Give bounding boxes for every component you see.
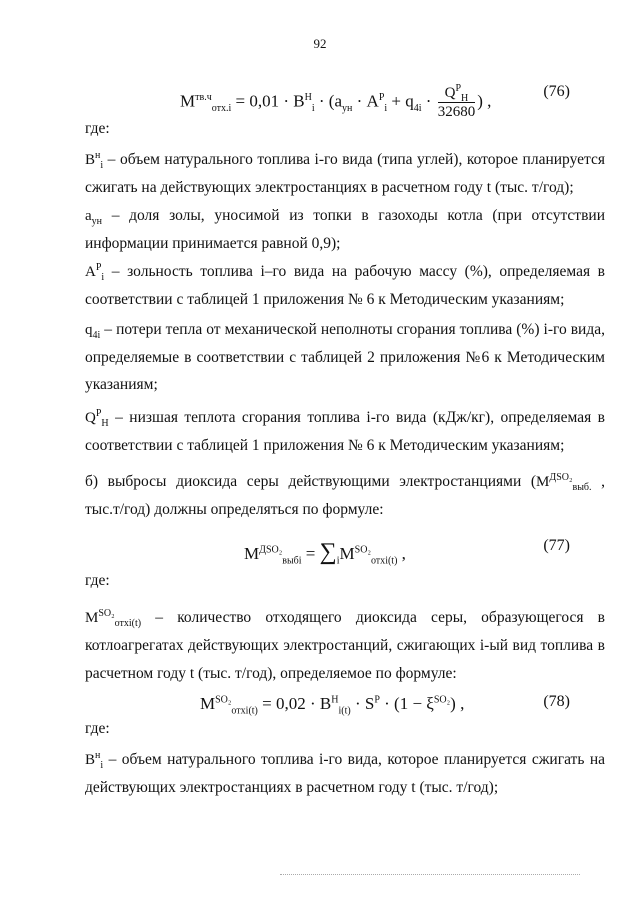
sup: H: [304, 91, 312, 103]
paren-open: · (a: [314, 91, 343, 111]
definition-q4: [85, 316, 605, 398]
intro-text: б) выбросы диоксида серы действующими электростанциями (: [85, 473, 537, 490]
sub: выб: [282, 555, 299, 567]
sup: SO₂: [433, 694, 451, 706]
definition-a-p: [85, 258, 605, 313]
equals: =: [301, 544, 320, 563]
where-label-1: где:: [85, 120, 110, 137]
sub: выб.: [572, 482, 592, 494]
formula-76-expression: [180, 84, 491, 121]
sum-index: i: [336, 555, 340, 567]
sub: отх.i: [211, 102, 232, 114]
sub: i: [385, 555, 388, 567]
symbol: Q: [85, 410, 96, 426]
formula-78-expression: [200, 694, 465, 717]
sum-sign: ∑: [319, 539, 337, 565]
definition-b-2: [85, 746, 605, 801]
sub: (t): [131, 618, 142, 630]
sub: H: [461, 93, 469, 104]
sub: ун: [91, 216, 103, 228]
sub: i: [245, 705, 249, 717]
sup: SO₂: [354, 544, 371, 556]
sup: P: [95, 261, 102, 273]
formula-76: [0, 72, 640, 122]
sup: SO₂: [215, 694, 232, 706]
sup: SO₂: [98, 607, 115, 619]
equation-number-77: (77): [543, 537, 570, 554]
symbol: M: [536, 474, 550, 490]
definition-m-so2: [85, 604, 605, 688]
where-label-2: где:: [85, 572, 110, 589]
paren-close: ) ,: [477, 91, 492, 111]
sub: i: [101, 272, 105, 284]
sub: i: [384, 102, 388, 114]
close: ) ,: [450, 694, 465, 713]
paren: · (1 − ξ: [379, 694, 434, 713]
definition-text: – доля золы, уносимой из топки в газоходы котла (при отсутствии информации принимается равной 0,9);: [85, 207, 605, 252]
symbol: a: [85, 208, 92, 224]
s-term: · S: [350, 694, 375, 713]
coef: = 0,01 · B: [231, 91, 305, 111]
definition-text: – объем натурального топлива i-го вида (типа углей), которое планируется сжигать на действующих электростанциях в расчетном году t (тыс. т/год);: [85, 151, 605, 196]
sub: i: [298, 555, 302, 567]
dot-a: · A: [352, 91, 379, 111]
definition-text: – низшая теплота сгорания топлива i-го вида (кДж/кг), определяемая в соответствии с таблицей 1 приложения № 6 к Методическим указаниям;: [85, 409, 605, 454]
sup: P: [95, 407, 102, 419]
footer-divider: [280, 874, 580, 875]
sub: i: [100, 760, 104, 772]
dot: ·: [421, 91, 436, 111]
fraction-denominator: 32680: [437, 104, 476, 120]
sub: i(t): [338, 705, 351, 717]
definition-a-un: [85, 202, 605, 257]
sub: (t): [248, 705, 258, 717]
symbol: B: [85, 752, 96, 768]
sup: н: [95, 149, 101, 161]
equation-number-76: (76): [543, 83, 570, 100]
symbol-m: M: [180, 91, 196, 111]
sub: ун: [342, 102, 353, 114]
sup: Д: [259, 544, 266, 556]
sub: i: [100, 160, 104, 172]
fraction-numerator: [438, 84, 476, 103]
definition-text: – объем натурального топлива i-го вида, которое планируется сжигать на действующих электростанциях в расчетном году t (тыс. т/год);: [85, 751, 605, 796]
definition-text: – количество отходящего диоксида серы, образующегося в котлоагрегатах действующих электростанций, сжигающих i-ый вид топлива в расчетном году t (тыс. т/год), определяемое по формуле:: [85, 609, 605, 682]
sup: SO₂: [265, 544, 283, 556]
sup: тв.ч: [195, 91, 212, 103]
intro-text-end: , тыс.т/год) должны определяться по формуле:: [85, 473, 605, 518]
q-symbol: Q: [444, 85, 456, 101]
sup: H: [331, 694, 339, 706]
formula-77-expression: [244, 539, 406, 567]
sup: P: [455, 83, 462, 94]
formula-77: [0, 530, 640, 576]
symbol-m: M: [244, 544, 260, 563]
symbol: q: [85, 322, 93, 338]
definition-b: [85, 146, 605, 201]
definition-text: – потери тепла от механической неполноты сгорания топлива (%) i-го вида, определяемые в соответствии с таблицей 2 приложения №6 к Методическим указаниям;: [85, 321, 605, 393]
section-b-intro: [85, 468, 605, 523]
sup: P: [374, 694, 380, 706]
tail: ,: [397, 544, 406, 563]
sub: (t): [387, 555, 398, 567]
symbol: M: [85, 610, 99, 626]
sub: H: [101, 418, 109, 430]
sup: ДSO₂: [549, 471, 573, 483]
sub: отх: [370, 555, 386, 567]
sub: отх: [114, 618, 129, 630]
sup: н: [95, 749, 101, 761]
symbol: B: [85, 152, 96, 168]
where-label-3: где:: [85, 720, 110, 737]
definition-q-h: [85, 404, 605, 459]
sub: отх: [231, 705, 246, 717]
sub: 4i: [413, 102, 422, 114]
symbol-m: M: [339, 544, 355, 563]
page-number: 92: [313, 36, 327, 51]
definition-text: – зольность топлива i–го вида на рабочую массу (%), определяемая в соответствии с таблицей 1 приложения № 6 к Методическим указаниям;: [85, 263, 605, 308]
equation-number-78: (78): [543, 693, 570, 710]
sup: P: [378, 91, 385, 103]
sub: i: [311, 102, 315, 114]
rhs: = 0,02 · B: [257, 694, 332, 713]
symbol: A: [85, 264, 96, 280]
fraction: [438, 84, 476, 121]
sub: i: [128, 618, 132, 630]
sub: 4i: [92, 330, 101, 342]
symbol-m: M: [200, 694, 216, 713]
plus-q: + q: [387, 91, 414, 111]
